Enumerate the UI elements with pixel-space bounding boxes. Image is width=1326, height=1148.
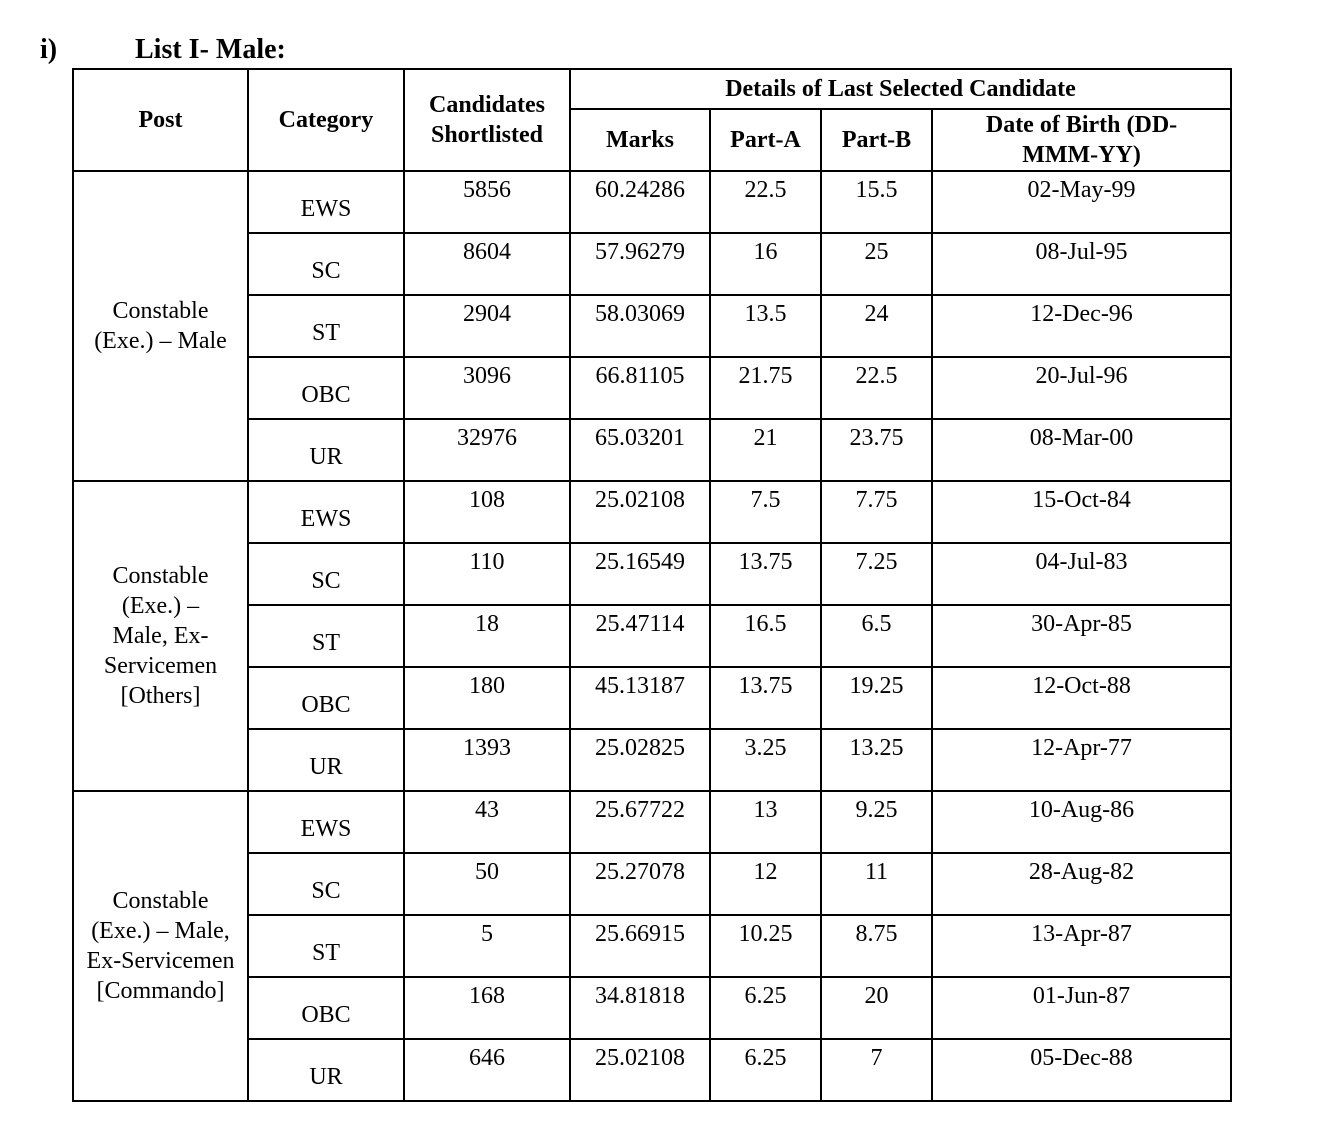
part-a-cell: 10.25	[710, 915, 821, 977]
part-a-cell: 13	[710, 791, 821, 853]
part-a-cell: 13.5	[710, 295, 821, 357]
header-last-selected-details: Details of Last Selected Candidate	[570, 69, 1231, 109]
dob-cell: 05-Dec-88	[932, 1039, 1231, 1101]
section-number: i)	[40, 34, 58, 65]
category-cell: OBC	[248, 357, 404, 419]
part-b-cell: 19.25	[821, 667, 932, 729]
marks-cell: 34.81818	[570, 977, 710, 1039]
part-a-cell: 13.75	[710, 667, 821, 729]
category-cell: ST	[248, 915, 404, 977]
table-row	[73, 171, 1231, 233]
marks-cell: 25.02825	[570, 729, 710, 791]
part-a-cell: 12	[710, 853, 821, 915]
dob-cell: 01-Jun-87	[932, 977, 1231, 1039]
shortlisted-cell: 5856	[404, 171, 570, 233]
shortlisted-cell: 180	[404, 667, 570, 729]
header-category: Category	[248, 69, 404, 171]
part-b-cell: 25	[821, 233, 932, 295]
category-cell: EWS	[248, 481, 404, 543]
table-body	[73, 171, 1231, 1101]
header-marks: Marks	[570, 109, 710, 171]
part-a-cell: 16	[710, 233, 821, 295]
dob-cell: 30-Apr-85	[932, 605, 1231, 667]
header-part-a: Part-A	[710, 109, 821, 171]
part-b-cell: 9.25	[821, 791, 932, 853]
category-cell: UR	[248, 729, 404, 791]
shortlisted-cell: 50	[404, 853, 570, 915]
part-b-cell: 15.5	[821, 171, 932, 233]
marks-cell: 25.02108	[570, 481, 710, 543]
marks-cell: 57.96279	[570, 233, 710, 295]
dob-cell: 08-Mar-00	[932, 419, 1231, 481]
marks-cell: 65.03201	[570, 419, 710, 481]
category-cell: ST	[248, 295, 404, 357]
part-a-cell: 3.25	[710, 729, 821, 791]
category-cell: SC	[248, 543, 404, 605]
shortlisted-cell: 646	[404, 1039, 570, 1101]
dob-cell: 15-Oct-84	[932, 481, 1231, 543]
part-a-cell: 6.25	[710, 977, 821, 1039]
part-a-cell: 21.75	[710, 357, 821, 419]
dob-cell: 08-Jul-95	[932, 233, 1231, 295]
dob-cell: 12-Apr-77	[932, 729, 1231, 791]
part-b-cell: 13.25	[821, 729, 932, 791]
category-cell: UR	[248, 419, 404, 481]
header-part-b: Part-B	[821, 109, 932, 171]
category-cell: SC	[248, 853, 404, 915]
part-b-cell: 7	[821, 1039, 932, 1101]
dob-cell: 28-Aug-82	[932, 853, 1231, 915]
marks-cell: 25.16549	[570, 543, 710, 605]
part-b-cell: 11	[821, 853, 932, 915]
post-cell: Constable (Exe.) – Male, Ex-Servicemen [Others]	[73, 481, 248, 791]
part-b-cell: 7.75	[821, 481, 932, 543]
part-b-cell: 7.25	[821, 543, 932, 605]
post-cell: Constable (Exe.) – Male, Ex-Servicemen [Commando]	[73, 791, 248, 1101]
shortlisted-cell: 3096	[404, 357, 570, 419]
shortlisted-cell: 32976	[404, 419, 570, 481]
part-b-cell: 8.75	[821, 915, 932, 977]
dob-cell: 02-May-99	[932, 171, 1231, 233]
dob-cell: 04-Jul-83	[932, 543, 1231, 605]
dob-cell: 10-Aug-86	[932, 791, 1231, 853]
shortlisted-cell: 168	[404, 977, 570, 1039]
marks-cell: 25.47114	[570, 605, 710, 667]
shortlisted-cell: 1393	[404, 729, 570, 791]
part-b-cell: 20	[821, 977, 932, 1039]
dob-cell: 12-Dec-96	[932, 295, 1231, 357]
part-a-cell: 21	[710, 419, 821, 481]
marks-cell: 45.13187	[570, 667, 710, 729]
table-row	[73, 481, 1231, 543]
marks-cell: 66.81105	[570, 357, 710, 419]
part-b-cell: 23.75	[821, 419, 932, 481]
marks-cell: 25.67722	[570, 791, 710, 853]
shortlisted-cell: 43	[404, 791, 570, 853]
dob-cell: 20-Jul-96	[932, 357, 1231, 419]
post-cell: Constable (Exe.) – Male	[73, 171, 248, 481]
part-a-cell: 7.5	[710, 481, 821, 543]
results-table	[72, 68, 1232, 1102]
header-date-of-birth: Date of Birth (DD-MMM-YY)	[932, 109, 1231, 171]
marks-cell: 60.24286	[570, 171, 710, 233]
marks-cell: 25.27078	[570, 853, 710, 915]
section-title: List I- Male:	[135, 34, 286, 65]
category-cell: EWS	[248, 791, 404, 853]
header-candidates-shortlisted: Candidates Shortlisted	[404, 69, 570, 171]
table-row	[73, 791, 1231, 853]
shortlisted-cell: 110	[404, 543, 570, 605]
shortlisted-cell: 108	[404, 481, 570, 543]
part-a-cell: 22.5	[710, 171, 821, 233]
marks-cell: 25.66915	[570, 915, 710, 977]
category-cell: UR	[248, 1039, 404, 1101]
shortlisted-cell: 5	[404, 915, 570, 977]
part-b-cell: 24	[821, 295, 932, 357]
header-post: Post	[73, 69, 248, 171]
part-a-cell: 16.5	[710, 605, 821, 667]
marks-cell: 25.02108	[570, 1039, 710, 1101]
dob-cell: 13-Apr-87	[932, 915, 1231, 977]
part-b-cell: 6.5	[821, 605, 932, 667]
category-cell: EWS	[248, 171, 404, 233]
category-cell: ST	[248, 605, 404, 667]
part-a-cell: 13.75	[710, 543, 821, 605]
part-b-cell: 22.5	[821, 357, 932, 419]
part-a-cell: 6.25	[710, 1039, 821, 1101]
shortlisted-cell: 8604	[404, 233, 570, 295]
category-cell: OBC	[248, 977, 404, 1039]
category-cell: SC	[248, 233, 404, 295]
dob-cell: 12-Oct-88	[932, 667, 1231, 729]
shortlisted-cell: 2904	[404, 295, 570, 357]
category-cell: OBC	[248, 667, 404, 729]
marks-cell: 58.03069	[570, 295, 710, 357]
shortlisted-cell: 18	[404, 605, 570, 667]
